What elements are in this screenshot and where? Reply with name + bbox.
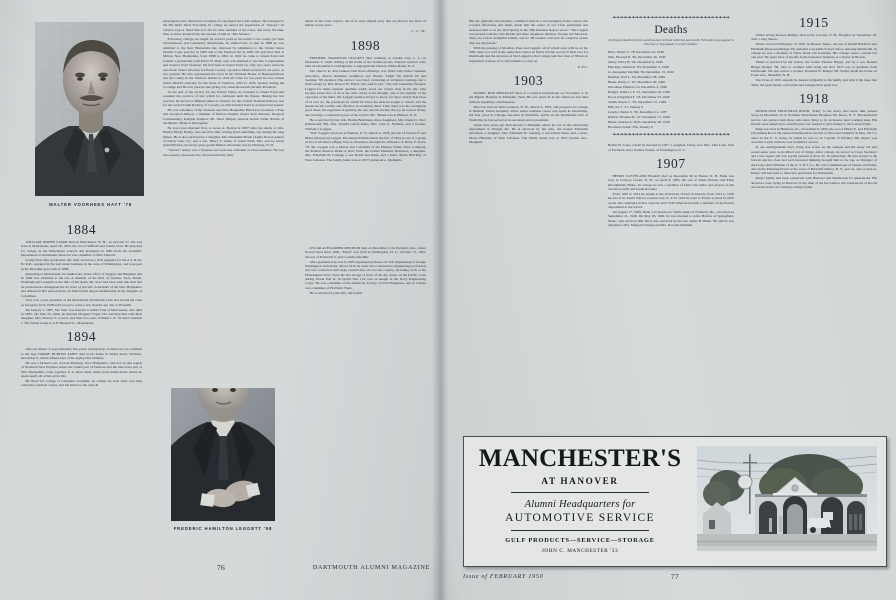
ad-proprietor-line: JOHN C. MANCHESTER '33 bbox=[541, 547, 619, 554]
obituary-paragraph: The church, its altar banked with floral offerings, was filled with former business associates, church members, neighbors and friends. Virgin '00, Marsh '00 and Seelman '98 attended. The service was brief, consisting of scriptural readings and a brief eulogy by Rev. Robert W. Punch who said in part: "We will remember Frederic Leggett for many unusual qualities which stood out crystal clear in his life. One became aware first of all of the utter clarity of his thought, and of the rapidity of the operation of his mind. Mr. Leggett seemed always to know, far more clearly than most of us ever do, the principles by which he lived, the ends he sought to obtain, and the means he felt worthy and effective in obtaining them. Then there was his contagious good cheer, his eagerness in greeting the day and his friends, the joy he took in living, and in being a constructive part of the world's life." Burial was in Hudson, N. Y. bbox=[305, 69, 426, 117]
deaths-note: [A listing of deaths of which word has been received within the past month. Full notices may appear in this issue or may appear in a later number] bbox=[608, 38, 734, 46]
year-heading-1907: 1907 bbox=[656, 155, 686, 171]
obituary-paragraph: subsequent years disclosed a fondness for quoting from Latin authors. He belonged to the Phi Delta Theta Fraternity. In college he earned the appellation of "Senator." In various ways it fitted him as it did no other member of the Class, and every '94 man, then or since, instinctively has spoken of him as "The Senator." bbox=[163, 19, 284, 37]
obituary-paragraph: The Class of 1915 extends its deepest sympathy to his family and with it the hope that Time, the great healer, will soften and assuage their great loss. bbox=[751, 78, 877, 87]
obituary-paragraph: With the passing of Moulton, Pope and Leggett, all of whom were with us on the 50th, there is a void in the ranks that cannot be filled, but the record of their love for Dartmouth and the devotion of Ted Leggett to the College and the Class of '98 are an inspiration to those of us who remain to carry on. bbox=[469, 45, 588, 63]
ad-subtitle: AT HANOVER bbox=[541, 476, 619, 486]
obituary-paragraph: "Senator" Amey was a frequent and welcome attendant at Class reunions. He was also usually represented by characteristically pithy bbox=[163, 148, 284, 157]
obituary-paragraph: King was born in Hazleton, Pa., November 8, 1895, the son of Henry E. and Elizabeth (Troutman) Rood. He entered Dartmouth in the fall of 1914 and withdrew in May 1917 to enlist in the U. S. Army, in which he rose to be Captain of Infantry. His degree was awarded to him while he was in military service. bbox=[751, 127, 877, 145]
obituary-paragraph: Dan was born in West Lebanon, N. H., March 3, 1879, and prepared for college at Kimball Union Academy. Dan's entire business career was spent in advertising, but four years in Chicago and later in Nashville. Active in the Dartmouth Club of Nashville, he had served as its secretary and as president. bbox=[469, 104, 588, 122]
obituary-paragraph: Walter is survived by his widow, the former Eleanor Briggs, and by a son, Donald Briggs Badger '38, who is credited with being the first 1915 son to graduate from Dartmouth. He also leaves a brother, Erasmus B. Badger '08. Walter made his home on Eaton Ave., Meredith, N. H. bbox=[751, 60, 877, 78]
obituary-paragraph: In our undergraduate days, King was active on the campus and his ready wit and sound sense were rock-ribbed sort of things. After college, he served as Class Secretary and Class Agent and was loyally present at most all '18 gatherings. He had started at the bottom and his clear and well-balanced thinking brought him to the top, as Manager of the Long Lines Division of the A. T. & T. Co. He was Commissioner of Streets and Parks, and on the Planning Board of his town of Briarcliff Manor, N. Y., and on, and on and on. King's will had time to interview applicants for Dartmouth. bbox=[751, 145, 877, 176]
year-heading-1894: 1894 bbox=[66, 329, 97, 345]
obituary-paragraph: HENRY CLEVELAND BLAKE died on December 20 in Exeter, N. H. Hank was born in Conway Center, N. H., on April 8, 1885, the son of James Horatio and Ellen (Ploughman) Blake. In college he was a member of Delta Tau Delta and played on the varsity football and baseball teams. bbox=[608, 173, 734, 191]
page-gutter bbox=[432, 0, 448, 600]
obituary-paragraph: On August 17, 1908, Hank was married to Nellie Ames of Fairfield, Me., who died on September 21, 1948. On May 28, 1949, he was married to Alice Barlow of Springfield, Mass., who survives him. He is also survived by his son, James H. Blake '38, and by two daughters, Mrs. Margaret Ewing and Mrs. Dorothy Denham. bbox=[608, 209, 734, 228]
column-3 bbox=[305, 19, 426, 163]
ad-text-block bbox=[464, 437, 696, 566]
deaths-list bbox=[608, 50, 734, 131]
year-heading-1915: 1915 bbox=[799, 15, 829, 30]
ad-products-line: GULF PRODUCTS—SERVICE—STORAGE bbox=[505, 536, 655, 544]
death-entry: Hayt, Walter V. '78, December 23, 1949 bbox=[608, 49, 664, 54]
death-entry: Hicks, Charles A. '81m, December 28, 1949 bbox=[608, 120, 670, 125]
caption-leggett: FREDERIC HAMILTON LEGGETT '98 bbox=[173, 526, 273, 531]
death-entry: Bowman, Isaiah '35h, January 6 bbox=[608, 125, 653, 130]
deaths-heading: Deaths bbox=[654, 24, 688, 36]
obituary-paragraph: OSCAR ALEXANDER MECHLIN died on December 13 in Portland, Ore., where he had lived since 1946. "Mech" was born in Washington, D. C., October 13, 1881, the son of Frederick S. and Cornelia Mechlin. bbox=[305, 246, 426, 259]
obituary-paragraph: On January 1, 1887, Mr. Starr was married to Abbie True of Manchester, who died in 1893. On June 23, 1909, he married Margaret Fagin who survives him with their daughter, Mrs. Frances S. Lowell, and their two sons, William J. Jr. '33 and Cornelius J. The family home is at 81 Buzzell St., Manchester. bbox=[21, 307, 142, 325]
death-entry: Rood, Kingsland T. '18, December 23, 1949 bbox=[608, 94, 670, 99]
ad-divider-top bbox=[511, 492, 649, 493]
ad-divider-bottom bbox=[511, 530, 649, 531]
obituary-paragraph: His wit, geniality and urbanity, combined with tact, and springing from a nature that scorned affectation and sham, made him the center of our Class gatherings and endeared him to us all. Jack Spring in the 50th Reunion Report wrote: "Ted Leggett was present with his wife Berthe and three daughters, Marion, Yvonne and Marjorie. They are a most delightful family; and no '98 reunion will ever be complete unless they are all present." bbox=[469, 19, 588, 45]
death-entry: Amey, Harry B. '94, December 6, 1949 bbox=[608, 59, 663, 64]
obituary-paragraph: At the end of his service for the United States, he returned to Island Pond and resumed the practice of law which he continued until his illness. During his law practice, he served at different times as attorney for the Central Vermont Railway and for the Grand Trunk Railway of Canada, on which Island Pond is an important station. bbox=[163, 89, 284, 108]
obituary-paragraph: KINGSLAND TROUTMAN ROOD, "King" to the many who knew him, passed away on December 23 at Northern Westchester Hospital, Mt. Kisco, N. Y. The memorial service was packed with those who knew King to be an honest, hard working man. His friends were asked not to send flowers, but instead to give money to the Cancer Fund. bbox=[751, 109, 877, 127]
obituary-paragraph: He fitted for college at Lancaster Academy. In college he took what was then called the classical course, and his letters to the class in bbox=[21, 378, 142, 388]
obituary-paragraph: He is survived by his wife, the former bbox=[309, 290, 363, 295]
obituary-paragraph: He was a farmer's son, born in Pittsburg, New Hampshire, which is in that region of Northern New England where the widest part of Vermont and the narrowest part of New Hampshire come together. It is about thirty miles from Island Pond where he spent nearly all of his active life. bbox=[21, 360, 142, 378]
ad-tagline-2: AUTOMOTIVE SERVICE bbox=[505, 511, 655, 524]
obituary-signature: E.P.S. bbox=[577, 64, 588, 69]
obituary-paragraph: Going West after graduation, Mr. Starr served as a civil engineer for the A.T. & Sa. Fe R.R., engaged in the real estate business in the state of Washington, and took part in the Klondike gold rush of 1898. bbox=[21, 258, 142, 271]
column-2 bbox=[163, 19, 284, 158]
obituary-paragraph: He is survived by his wife, Bertha Bohlmann, three daughters, Mrs. Daniel L. Dorr (Dartmouth '99), Mrs. Donald Currie Parks, Mrs. John A. Nathans, and a brother, William J. Leggett. bbox=[305, 117, 426, 131]
obituary-paragraph: After an illness of approximately five years, during most of which he was confined to his bed, HARRY BURTON AMEY died at his home in Island Pond, Vermont, December 6, within fifteen days of his eighty-first birthday. bbox=[21, 347, 142, 360]
folio-right: 77 bbox=[670, 572, 680, 581]
walter-voorhees-hayt-portrait bbox=[35, 22, 144, 196]
ad-tagline-1: Alumni Headquarters for bbox=[524, 499, 636, 510]
obituary-signature: C. C. M. bbox=[411, 29, 426, 34]
caption-hayt: WALTER VOORHEES HAYT '78 bbox=[48, 202, 133, 207]
obituary-paragraph: Walter was born February 13, 1891, in Boston, Mass., the son of Daniel Bradford and Elizabeth (Pearson) Badger. He attended Cascadilla School before entering Dartmouth. In college he was a member of Theta Delta Chi fraternity. His college career covered but one year. He spent most of his life in the insurance business as a broker in Boston. bbox=[751, 42, 877, 60]
death-entry: Hill, Joe J. '27, January 9 bbox=[608, 105, 644, 110]
obituary-paragraph: Following college, he taught for several years in his native Coos county (at West Stewartstown and Lancaster). Meanwhile, he studied law, so that in 1898 he was admitted to the New Hampshire bar, followed by admittance to the United States District Court practice in 1900 and to the Vermont bar in 1905. He practiced first at Milton, New Hampshire, from 1898 to 1902. In 1902 he came to Island Pond and formed a partnership with Porter H. Dale, who was destined to become Congressman and Senator from Vermont. He had been in Island Pond for only two years when he was made State's Attorney for Essex County, a position which he held for six years, at two periods. He also represented his town in the Vermont House of Representatives and his county in the Vermont Senate in 1919-20. Then for ten years he was United States District Attorney for the State of Vermont, 1923 to 1933, serving during the Coolidge and Hoover periods and giving way when Roosevelt became President. bbox=[163, 37, 284, 89]
folio-left: 76 bbox=[216, 563, 226, 572]
death-entry: Davidson, Herman '14, December 2, 1949 bbox=[608, 84, 667, 89]
obituary-paragraph: WILLIAM JOSEPH STARR died in Manchester, N. H., on October 27. He was born in Manchester, April 20, 1863, the son of William and Joanna Starr. He prepared for college in the Manchester schools and graduated in 1884 from the Scientific Department at Dartmouth where he was a member of Beta Theta Pi. bbox=[21, 240, 142, 258]
year-heading-1898: 1898 bbox=[350, 37, 381, 53]
obituary-paragraph: King's family had been connected with Hanover and Dartmouth for generations. His ancestors were living in Hanover at the time of the Revolution and generations of Roods are buried in the old cemetery. King's father bbox=[751, 176, 877, 189]
death-entry: Nutt, Howard E. '90, December 29, 1949 bbox=[608, 54, 666, 59]
column-4 bbox=[469, 19, 588, 145]
column-1 bbox=[21, 218, 142, 388]
portrait-image-hayt bbox=[35, 22, 144, 196]
obituary-paragraph: Starr was a past president of the Manchester Dartmouth Club and served his class as Secretary from 1938 until forced to retire a few months ago due to ill health. bbox=[21, 298, 142, 307]
column-3-continued bbox=[305, 246, 426, 296]
footer-issue-date: Issue of FEBRUARY 1950 bbox=[463, 573, 544, 580]
ad-garage-photo bbox=[697, 446, 877, 551]
frederic-hamilton-leggett-portrait bbox=[171, 388, 275, 521]
death-entry: Blake, Henry C. '07, December 20, 1949 bbox=[608, 79, 666, 84]
death-entry: Badger, Walter I. P. '15, September 19, 1949 bbox=[608, 89, 670, 94]
obituary-paragraph: letters in the Class reports. All of us were indeed sorry that we did not see more of him in recent years. bbox=[305, 19, 426, 28]
death-entry: Herman, Earl L. '04, December 28, 1949 bbox=[608, 74, 666, 79]
column-5 bbox=[608, 16, 734, 228]
year-heading-1918: 1918 bbox=[799, 91, 829, 107]
obituary-paragraph: About nine years ago Dan moved to Memphis where he was in the advertising department of Plough, Inc. He is survived by his wife, the former Elizabeth Davidson; a daughter, Mrs. Elizabeth H. Lansing; a son David Dana; and a sister, Marie Hinckley of West Lebanon. The family home was at 1657 Linden Ave., Memphis. bbox=[469, 122, 588, 145]
obituary-paragraph: Bertha H. Jones, whom he married in 1907; a daughter, Doris, now Mrs. John Lane, both of Portland; and a brother, Ernest, of Washington, D. C. bbox=[608, 143, 734, 152]
year-heading-1884: 1884 bbox=[66, 222, 97, 237]
column-6 bbox=[751, 16, 877, 190]
death-entry: Killick, Thomas M. '47, December 17, 1949 bbox=[608, 115, 670, 120]
garage-building-image bbox=[697, 446, 877, 551]
ad-title: MANCHESTER'S bbox=[478, 445, 682, 472]
death-entry: Hinckley, Daniel R. '03, November 3, 1949 bbox=[608, 64, 669, 69]
obituary-paragraph: Returning to Manchester, he studied law in the office of Taggart and Bingham and in 1909 was admitted to the bar. A member of the firm of Wyman, Starr, Booth, Wadleigh and Langdell at the time of his death, Mr. Starr had been with this firm and its predecessors throughout his 45 years of practice. A member of the New Hampshire and American Bar Associations, he held fourth degree membership in the Knights of Columbus. bbox=[21, 271, 142, 298]
obituary-paragraph: Walter Irving Pearson Badger, died at the Laconia, N. H., Hospital on September 19, after a long illness. bbox=[751, 33, 877, 42]
obituary-paragraph: DANIEL ROY HINCKLEY died of a cerebral hemorrhage on November 3, in the Baptist Hospital in Memphis, Tenn. He was taken ill in the afternoon and died without regaining consciousness. bbox=[469, 91, 588, 104]
year-heading-1903: 1903 bbox=[513, 73, 544, 89]
obituary-paragraph: FREDERIC HAMILTON LEGGETT died suddenly at Garden City, L. I., on December 4, while visiting at the home of his brother-in-law. Funeral services were held on December 6 at Ridgeview Congregational Church, White Plains, N. Y. bbox=[305, 55, 426, 69]
deaths-box-bottom-rule: ❧❧❧❧❧❧❧❧❧❧❧❧❧❧❧❧❧❧❧❧❧❧❧❧❧❧❧❧❧❧❧ bbox=[612, 133, 730, 139]
obituary-paragraph: He was twice married: first, to Grace A. Norton in 1897; after her death, to Mrs. Harriet Hardy Bailey, who survives him, having given unfailing care during his long illness. He is also survived by a daughter, Mrs. Benjamin Heath (Alpha Norton Amey) of Derby Line, Vt.; and a son, Henry T. Amey of South Paris, Me.; and by seven grandchildren and seven great-grandchildren. Interment was in Pittsburg, N. H. bbox=[163, 126, 284, 148]
footer-magazine-name: DARTMOUTH ALUMNI MAGAZINE bbox=[312, 564, 430, 571]
deaths-box-top-rule: ❧❧❧❧❧❧❧❧❧❧❧❧❧❧❧❧❧❧❧❧❧❧❧❧❧❧❧❧❧❧❧ bbox=[612, 16, 730, 21]
death-entry: Smith, Ernest C. '23, September 27, 1949 bbox=[608, 99, 666, 104]
obituary-paragraph: From 1907 to 1913 he taught at the University School in Detroit; from 1913 to 1918 he was at St. Paul's School, Garden City, N. Y. In 1918 he went to Exeter as head football coach and continued in that capacity until 1930 when he became a member of the French department at the school. bbox=[608, 191, 734, 209]
obituary-paragraph: He was a member of the Vermont and New Hampshire Historical Societies; a Free and Accepted Mason; a member of Barton Chapter, Royal Arch Masons; Newport Commandery, Knights Templar; Mt. Sinai Temple, Ancient Arabic Order Nobles of the Mystic Shrine at Montpelier. bbox=[163, 107, 284, 126]
obituary-paragraph: After graduation he was in 1905 appointed professor of civil engineering at George Washington University. About 1910 he went into construction engineering profession and was connected with large construction all over the country, including work at the Philadelphia Navy Yard. He had charge of most of the dry docks on the Pacific coast during World War II. In World War I he was an ensign in the Navy Engineering Corps. He was a member of the American Society of Civil Engineers, and in college was a member of Phi Delta Theta. bbox=[305, 259, 426, 290]
portrait-image-leggett bbox=[171, 388, 275, 521]
death-entry: O. Alexander Mechlin '05, December 13, 1949 bbox=[608, 69, 674, 74]
obituary-paragraph: "Ted" Leggett was born at Hudson, N. Y., March 4, 1878, the son of Charles F. and Helen (Ferguson) Leggett. He entered Dartmouth in the fall of 1894 as one of a group of five from Berea (High) School, Brooklyn, through the influence of Harry F. Towle '76. Mr. Leggett was a Mason and a member of the Hudson Valley Trust Company, the Federal Reserve Bank of New York, the former Elkhardt Davidson; a daughter, Mrs. Elizabeth H. Lansing; a son David and Dana; and a sister, Marie Hinckley of West Lebanon. The family home was at 1657 Linden Ave., Memphis. bbox=[305, 131, 426, 162]
death-entry: Lynch, Charles S. '30, December 11, 1937 bbox=[608, 110, 668, 115]
advertisement-manchesters[interactable] bbox=[463, 436, 887, 567]
